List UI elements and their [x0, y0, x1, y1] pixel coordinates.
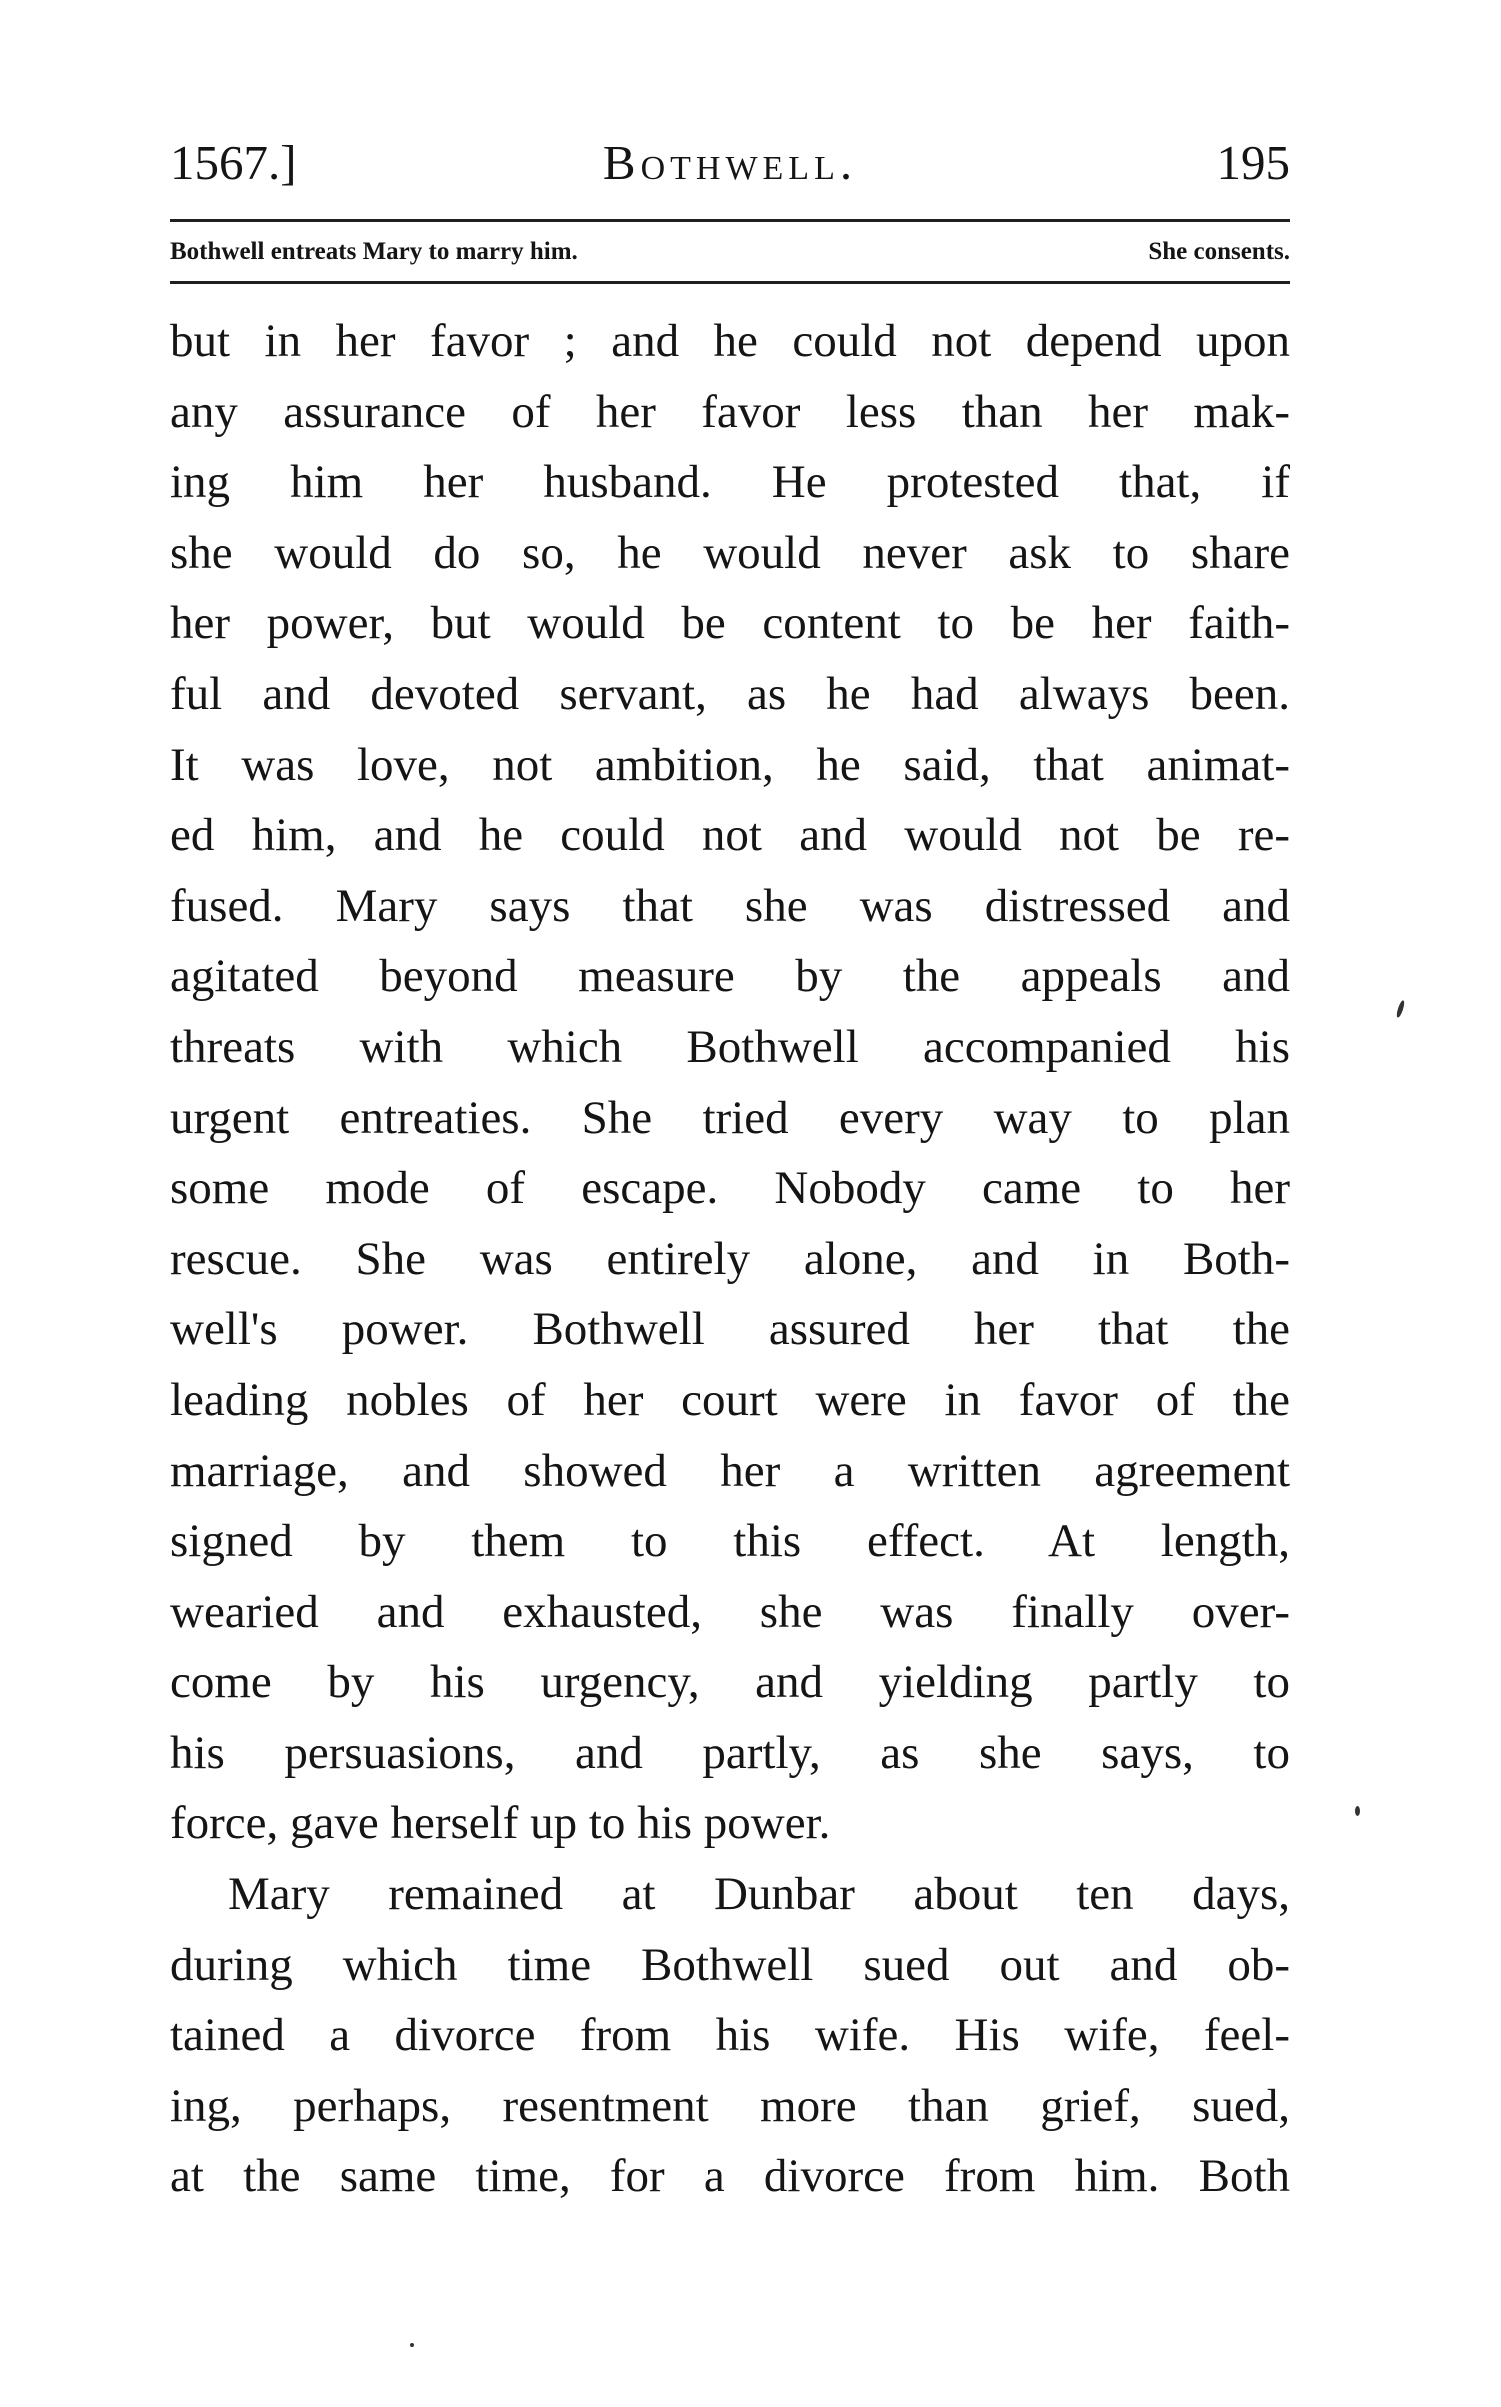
text-line: urgent entreaties. She tried every way to plan	[170, 1091, 1290, 1144]
text-line: any assurance of her favor less than her mak-	[170, 385, 1290, 438]
header-rule-top	[170, 219, 1290, 222]
text-line: her power, but would be content to be her faith-	[170, 597, 1290, 650]
shoulder-note-right: She consents.	[1148, 238, 1290, 265]
text-line: during which time Bothwell sued out and ob-	[170, 1938, 1290, 1991]
text-line: fused. Mary says that she was distressed and	[170, 879, 1290, 932]
margin-speck	[1355, 1806, 1360, 1816]
text-line: some mode of escape. Nobody came to her	[170, 1162, 1290, 1215]
shoulder-note-left: Bothwell entreats Mary to marry him.	[170, 238, 578, 265]
running-head-year: 1567.]	[170, 135, 297, 190]
text-line: but in her favor ; and he could not depend upon	[170, 315, 1290, 367]
text-line: leading nobles of her court were in favor of the	[170, 1373, 1290, 1426]
body-text	[170, 306, 1290, 2212]
margin-speck	[1395, 1000, 1405, 1019]
text-line: well's power. Bothwell assured her that the	[170, 1303, 1290, 1356]
text-line: his persuasions, and partly, as she says, to	[170, 1726, 1290, 1779]
text-line: rescue. She was entirely alone, and in Both-	[170, 1232, 1290, 1285]
page-number: 195	[1216, 135, 1290, 190]
text-line: ful and devoted servant, as he had always been.	[170, 667, 1290, 720]
text-line: threats with which Bothwell accompanied his	[170, 1020, 1290, 1073]
text-line: come by his urgency, and yielding partly to	[170, 1656, 1290, 1709]
text-line: agitated beyond measure by the appeals and	[170, 950, 1290, 1003]
paragraph-2	[170, 1859, 1290, 2212]
text-line: wearied and exhausted, she was finally over-	[170, 1585, 1290, 1638]
text-line: at the same time, for a divorce from him. Both	[170, 2150, 1290, 2203]
text-line: she would do so, he would never ask to share	[170, 526, 1290, 579]
paragraph-1	[170, 306, 1290, 1859]
shoulder-notes	[170, 230, 1290, 274]
text-line: It was love, not ambition, he said, that animat-	[170, 738, 1290, 791]
text-line: marriage, and showed her a written agreement	[170, 1444, 1290, 1497]
header-rule-bottom	[170, 281, 1290, 284]
text-line: force, gave herself up to his power.	[170, 1797, 831, 1850]
text-line: Mary remained at Dunbar about ten days,	[228, 1868, 1290, 1921]
running-head-title: Bothwell.	[602, 135, 858, 190]
running-head	[170, 132, 1290, 194]
text-line: ing him her husband. He protested that, if	[170, 456, 1290, 509]
text-line: signed by them to this effect. At length,	[170, 1515, 1290, 1568]
text-line: ed him, and he could not and would not be re-	[170, 809, 1290, 862]
text-line: ing, perhaps, resentment more than grief, sued,	[170, 2079, 1290, 2132]
text-line: tained a divorce from his wife. His wife, feel-	[170, 2009, 1290, 2062]
margin-speck	[410, 2343, 414, 2347]
